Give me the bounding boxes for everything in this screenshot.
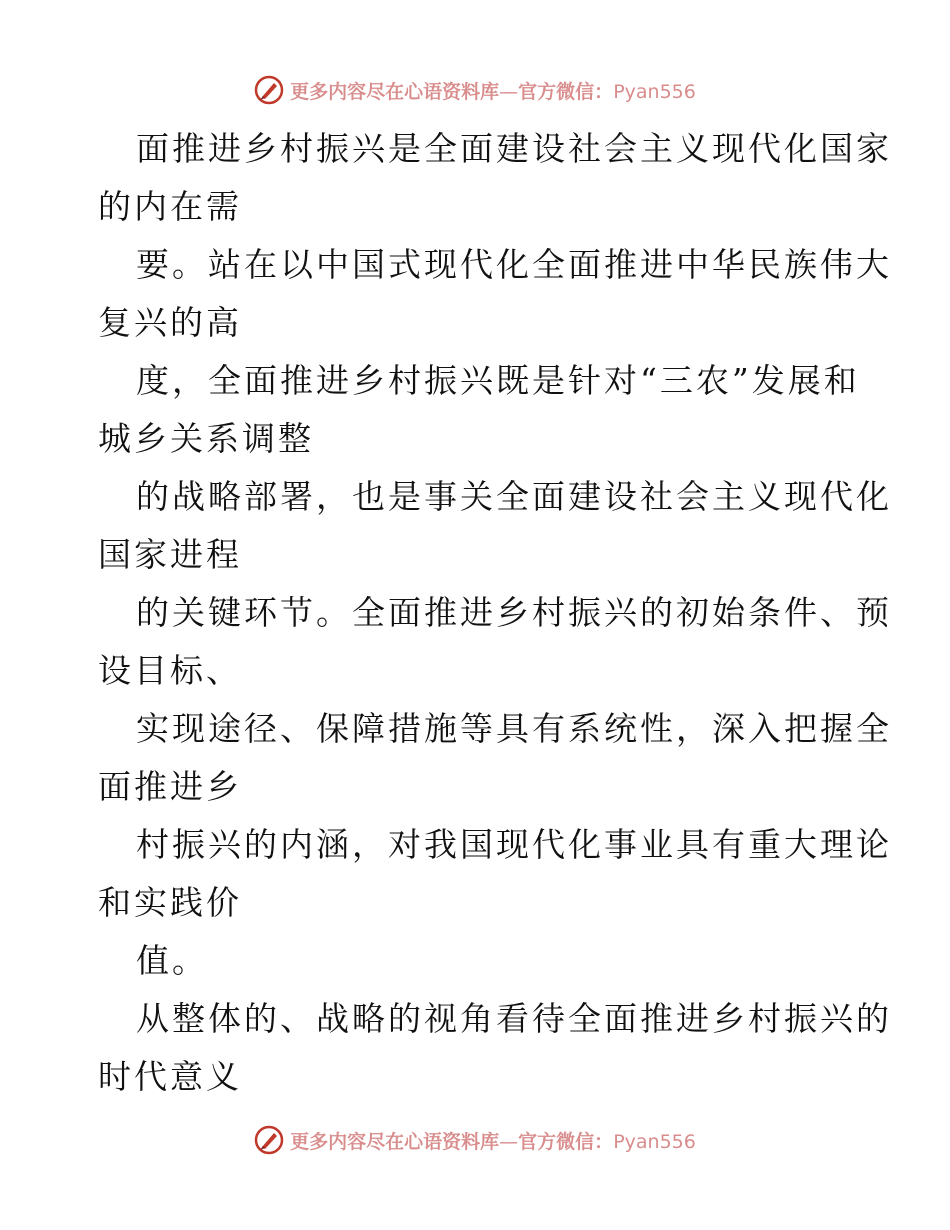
document-body — [98, 120, 892, 1106]
text-line: 国家进程 — [98, 535, 242, 574]
text-line: 从整体的、战略的视角看待全面推进乡村振兴的 — [136, 999, 892, 1038]
text-line: 和实践价 — [98, 883, 242, 922]
text-line: 村振兴的内涵，对我国现代化事业具有重大理论 — [136, 825, 892, 864]
pen-logo-icon — [254, 1125, 284, 1155]
text-line: 面推进乡村振兴是全面建设社会主义现代化国家 — [136, 129, 892, 168]
text-line: 的内在需 — [98, 187, 242, 226]
text-line: 要。站在以中国式现代化全面推进中华民族伟大 — [136, 245, 892, 284]
text-line: 复兴的高 — [98, 303, 242, 342]
text-line: 设目标、 — [98, 651, 242, 690]
pen-logo-icon — [254, 75, 284, 105]
text-line: 的战略部署，也是事关全面建设社会主义现代化 — [136, 477, 892, 516]
watermark-text: 更多内容尽在心语资料库—官方微信：Pyan556 — [290, 80, 696, 103]
text-line: 城乡关系调整 — [98, 419, 314, 458]
text-line: 值。 — [136, 941, 208, 980]
watermark-text: 更多内容尽在心语资料库—官方微信：Pyan556 — [290, 1130, 696, 1153]
text-line: 实现途径、保障措施等具有系统性，深入把握全 — [136, 709, 892, 748]
text-line: 的关键环节。全面推进乡村振兴的初始条件、预 — [136, 593, 892, 632]
text-line: 面推进乡 — [98, 767, 242, 806]
text-line: 度，全面推进乡村振兴既是针对“三农”发展和 — [136, 361, 860, 400]
footer-watermark — [0, 1120, 950, 1160]
header-watermark — [0, 70, 950, 110]
text-line: 时代意义 — [98, 1057, 242, 1096]
